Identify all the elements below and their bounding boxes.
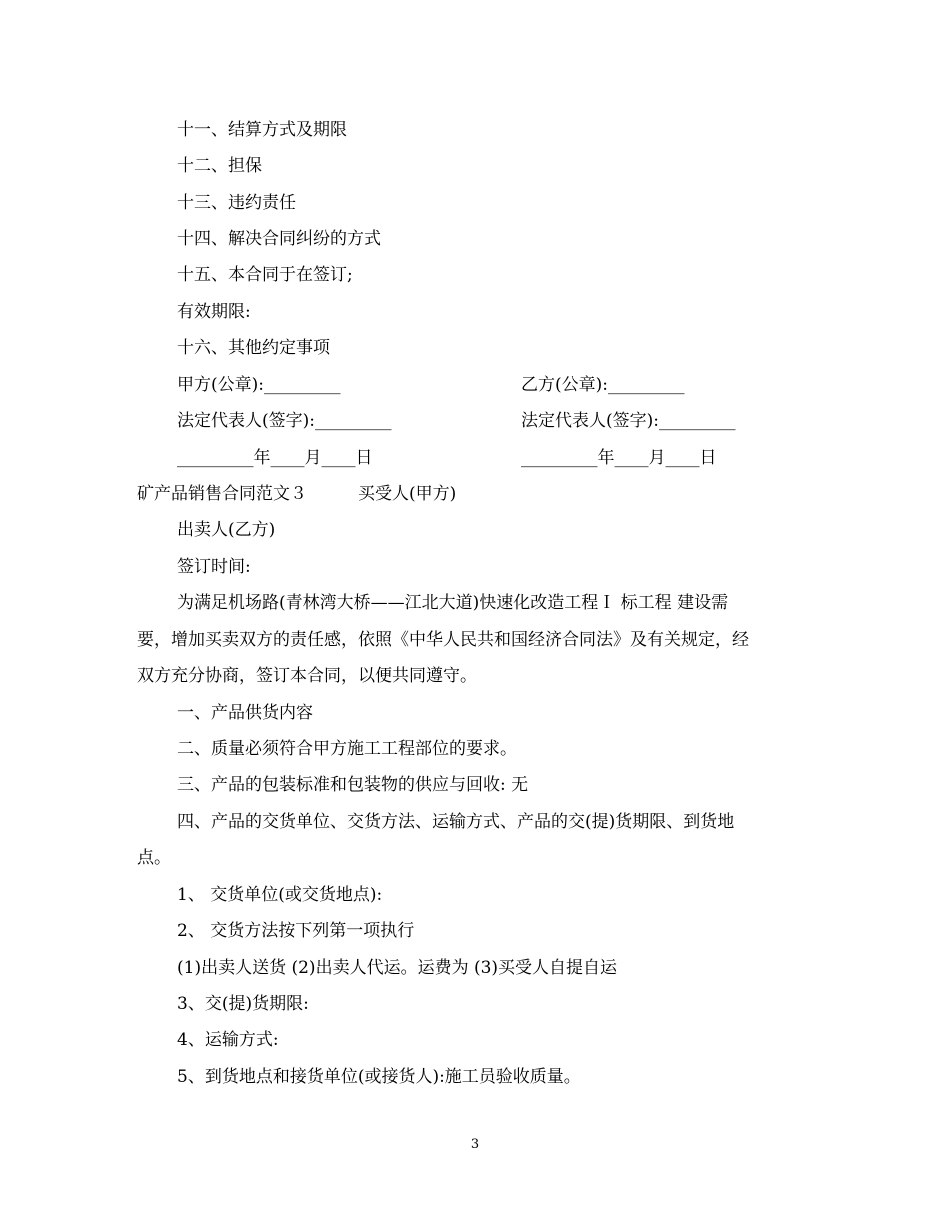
- validity-period: 有效期限:: [177, 302, 251, 322]
- section-title: 矿产品销售合同范文３: [137, 484, 307, 504]
- sub-item-3: 3、交(提)货期限:: [177, 994, 309, 1014]
- party-a-seal: 甲方(公章):_________: [177, 375, 341, 395]
- party-b-date: _________年____月____日: [521, 448, 717, 468]
- signing-time: 签订时间:: [177, 557, 251, 577]
- item-3: 三、产品的包装标准和包装物的供应与回收: 无: [177, 775, 529, 795]
- sub-item-2-options: (1)出卖人送货 (2)出卖人代运。运费为 (3)买受人自提自运: [177, 958, 618, 978]
- page-number: 3: [470, 1137, 480, 1152]
- party-a-date: _________年____月____日: [177, 448, 373, 468]
- item-4-line-2: 点。: [137, 848, 171, 868]
- intro-paragraph-line-3: 双方充分协商，签订本合同，以便共同遵守。: [137, 666, 477, 686]
- sub-item-1: 1、 交货单位(或交货地点):: [177, 885, 383, 905]
- clause-11: 十一、结算方式及期限: [177, 120, 347, 140]
- item-1: 一、产品供货内容: [177, 703, 313, 723]
- clause-15: 十五、本合同于在签订;: [177, 265, 353, 285]
- clause-13: 十三、违约责任: [177, 193, 296, 213]
- clause-14: 十四、解决合同纠纷的方式: [177, 229, 381, 249]
- party-b-representative: 法定代表人(签字):_________: [521, 411, 736, 431]
- party-b-seal: 乙方(公章):_________: [521, 375, 685, 395]
- seller-label: 出卖人(乙方): [177, 520, 276, 540]
- party-a-representative: 法定代表人(签字):_________: [177, 411, 392, 431]
- intro-paragraph-line-2: 要，增加买卖双方的责任感，依照《中华人民共和国经济合同法》及有关规定，经: [137, 630, 749, 650]
- clause-12: 十二、担保: [177, 156, 262, 176]
- clause-16: 十六、其他约定事项: [177, 338, 330, 358]
- sub-item-4: 4、运输方式:: [177, 1030, 279, 1050]
- sub-item-2: 2、 交货方法按下列第一项执行: [177, 921, 415, 941]
- intro-paragraph-line-1: 为满足机场路(青林湾大桥——江北大道)快速化改造工程Ｉ 标工程 建设需: [177, 593, 729, 613]
- item-2: 二、质量必须符合甲方施工工程部位的要求。: [177, 739, 517, 759]
- buyer-label: 买受人(甲方): [358, 484, 457, 504]
- item-4-line-1: 四、产品的交货单位、交货方法、运输方式、产品的交(提)货期限、到货地: [177, 812, 735, 832]
- sub-item-5: 5、到货地点和接货单位(或接货人):施工员验收质量。: [177, 1067, 581, 1087]
